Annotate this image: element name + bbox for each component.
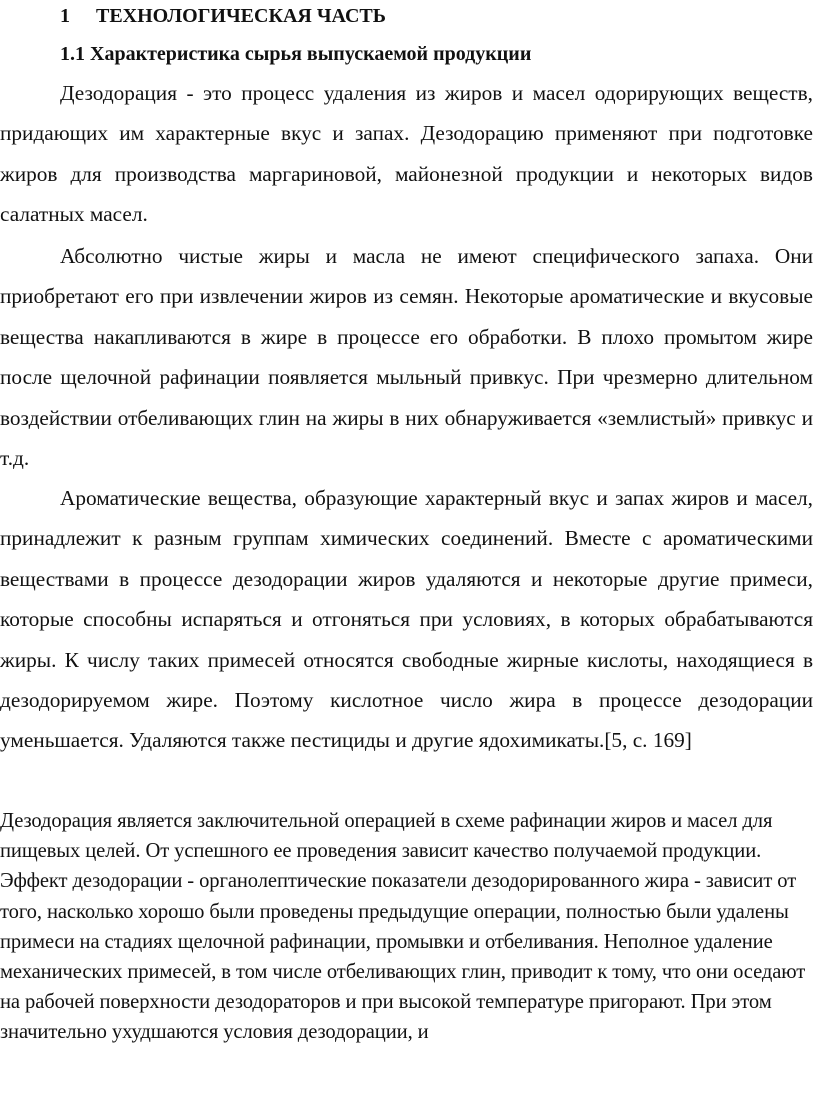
paragraph-1: Дезодорация - это процесс удаления из жиров и масел одорирующих веществ, придающих им характерные вкус и запах. Дезодорацию применяют при подготовке жиров для производства маргариновой, майонезной продукции и некоторых видов салатных масел. bbox=[0, 81, 813, 227]
paragraph-3: Ароматические вещества, образующие характерный вкус и запах жиров и масел, принадлежит к разным группам химических соединений. Вместе с ароматическими веществами в процессе дезодорации жиров удаляются и некоторые другие примеси, которые способны испаряться и отгоняться при условиях, в которых обрабатываются жиры. К числу таких примесей относятся свободные жирные кислоты, находящиеся в дезодорируемом жире. Поэтому кислотное число жира в процессе дезодорации уменьшается. Удаляются также пестициды и другие ядохимикаты.[5, с. 169] bbox=[0, 486, 813, 753]
section-title: ТЕХНОЛОГИЧЕСКАЯ ЧАСТЬ bbox=[96, 5, 386, 27]
subsection-heading: 1.1 Характеристика сырья выпускаемой продукции bbox=[60, 43, 532, 65]
section-number: 1 bbox=[60, 5, 70, 27]
section-heading bbox=[60, 2, 386, 30]
paragraph-4: Дезодорация является заключительной операцией в схеме рафинации жиров и масел для пищевых целей. От успешного ее проведения зависит качество получаемой продукции. Эффект дезодорации - органолептические показатели дезодорированного жира - зависит от того, насколько хорошо были проведены предыдущие операции, полностью были удалены примеси на стадиях щелочной рафинации, промывки и отбеливания. Неполное удаление механических примесей, в том числе отбеливающих глин, приводит к тому, что они оседают на рабочей поверхности дезодораторов и при высокой температуре пригорают. При этом значительно ухудшаются условия дезодорации, и bbox=[0, 810, 806, 1044]
paragraph-2: Абсолютно чистые жиры и масла не имеют специфического запаха. Они приобретают его при извлечении жиров из семян. Некоторые ароматические и вкусовые вещества накапливаются в жире в процессе его обработки. В плохо промытом жире после щелочной рафинации появляется мыльный привкус. При чрезмерно длительном воздействии отбеливающих глин на жиры в них обнаруживается «землистый» привкус и т.д. bbox=[0, 244, 813, 471]
